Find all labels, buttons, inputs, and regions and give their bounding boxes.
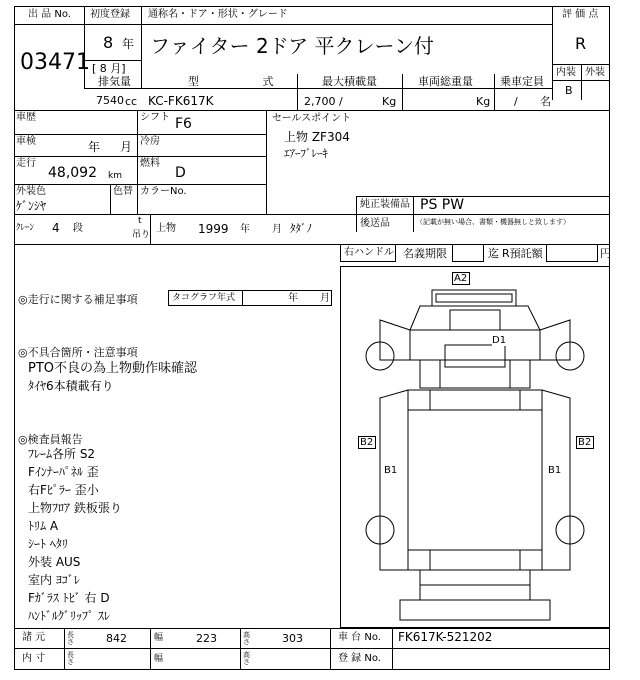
- fuel: D: [175, 165, 186, 181]
- crane-stage: 4: [52, 221, 60, 235]
- mileage-label: 走行: [16, 158, 36, 169]
- height-label: 高さ: [243, 631, 250, 646]
- nominal-label: 名義期限: [403, 247, 447, 260]
- inspection-month: 月: [120, 140, 133, 154]
- ext-color: ｹﾞﾝｼﾔ: [16, 199, 47, 213]
- max-load-label: 最大積載量: [322, 75, 377, 88]
- color-change-label: 色替: [113, 186, 133, 197]
- upper-maker: ﾀﾀﾞﾉ: [290, 222, 312, 235]
- inspector-item: 室内 ﾖｺﾞﾚ: [28, 573, 80, 587]
- inspector-item: 右Fﾋﾟﾗｰ 歪小: [28, 483, 99, 497]
- chassis-no: FK617K-521202: [398, 630, 493, 644]
- ryo-label: 迄: [488, 247, 499, 260]
- length-label: 長さ: [67, 631, 74, 646]
- capacity-sep: /: [514, 95, 518, 108]
- lot-no-label: 出 品 No.: [28, 9, 71, 20]
- truck-diagram-frame: [340, 266, 610, 628]
- damage-mark-label: B1: [548, 465, 562, 476]
- sales-point-label: セールスポイント: [272, 113, 352, 124]
- crane-lift-label: 吊り: [132, 230, 151, 240]
- inspector-item: Fｶﾞﾗｽ ﾄﾋﾞ 右 D: [28, 591, 110, 605]
- nominal-box: [452, 244, 484, 262]
- model-label: 型 式: [188, 75, 304, 88]
- length: 842: [106, 632, 127, 645]
- damage-mark-label: B2: [578, 437, 592, 448]
- crane-stage-unit: 段: [73, 223, 83, 234]
- defects-title: ◎不具合箇所・注意事項: [18, 346, 138, 359]
- upper-label: 上物: [156, 223, 176, 234]
- inspector-item: 外装 AUS: [28, 555, 81, 569]
- sales-point-1: 上物 ZF304: [284, 130, 350, 144]
- inspector-item: Fｲﾝﾅｰﾊﾟﾈﾙ 歪: [28, 465, 99, 479]
- inspection-year: 年: [88, 140, 101, 154]
- interior-label: 内装: [556, 67, 576, 78]
- aftermarket-label: 後送品: [360, 218, 390, 229]
- dims-label: 諸 元: [22, 632, 46, 643]
- capacity-unit: 名: [540, 95, 551, 108]
- length-label-2: 長さ: [67, 651, 74, 666]
- upper-month-unit: 月: [272, 224, 282, 235]
- name-label: 通称名・ドア・形状・グレード: [148, 9, 288, 20]
- displacement: 7540: [96, 94, 124, 107]
- height: 303: [282, 632, 303, 645]
- first-reg-month: [ 8 月]: [92, 62, 126, 75]
- damage-mark-label: D1: [492, 335, 507, 346]
- shift-label: シフト: [140, 112, 170, 123]
- rhd-label: 右ハンドル: [344, 247, 394, 258]
- gross-weight-label: 車両総重量: [418, 75, 473, 88]
- crane-label: ｸﾚｰﾝ: [16, 223, 35, 233]
- tacho-label: タコグラフ年式: [172, 293, 236, 303]
- equipment: PS PW: [420, 197, 465, 213]
- tacho-year: 年: [288, 293, 298, 304]
- inspection-label: 車検: [16, 136, 36, 147]
- equipment-label: 純正装備品: [360, 199, 410, 210]
- color-no-label: カラーNo.: [140, 186, 187, 197]
- lot-no: 03471: [20, 50, 90, 75]
- width-label: 幅: [154, 633, 164, 643]
- displacement-unit: cc: [125, 95, 138, 108]
- first-reg-year-unit: 年: [122, 37, 135, 51]
- sales-point-2: ｴｱｰﾌﾞﾚｰｷ: [284, 147, 328, 160]
- running-title: ◎走行に関する補足事項: [18, 293, 138, 306]
- tacho-month: 月: [320, 293, 330, 304]
- shift-value: F6: [175, 116, 192, 132]
- first-reg-year: 8: [103, 33, 114, 52]
- mileage-unit: km: [108, 171, 122, 181]
- history-label: 車歴: [16, 112, 36, 123]
- inspector-item: ﾌﾚｰﾑ各所 S2: [28, 447, 96, 461]
- ext-color-label: 外装色: [16, 186, 46, 197]
- defect-2: ﾀｲﾔ6本積載有り: [28, 379, 114, 393]
- crane-t-unit: t: [138, 216, 142, 226]
- fuel-label: 燃料: [140, 158, 160, 169]
- damage-mark-label: B2: [360, 437, 374, 448]
- width: 223: [196, 632, 217, 645]
- aftermarket-note: （記載が無い場合、書類・機器無しと致します）: [416, 218, 570, 226]
- mileage: 48,092: [48, 165, 97, 181]
- damage-mark-label: A2: [454, 273, 468, 284]
- width-label-2: 幅: [154, 654, 164, 664]
- max-load-unit: Kg: [382, 95, 397, 108]
- upper-year: 1999: [198, 222, 229, 236]
- reg-label: 登 録 No.: [338, 653, 381, 664]
- capacity-label: 乗車定員: [500, 75, 544, 88]
- yen-label: 円: [600, 247, 611, 260]
- displacement-label: 排気量: [98, 75, 131, 88]
- interior-value: B: [565, 84, 573, 97]
- damage-mark-label: B1: [384, 465, 398, 476]
- defect-1: PTO不良の為上物動作味確認: [28, 361, 198, 376]
- inspector-item: 上物ﾌﾛｱ 鉄板張り: [28, 501, 122, 515]
- inspector-item: ｼｰﾄ ﾍﾀﾘ: [28, 537, 68, 551]
- recycle-label: R預託額: [502, 247, 543, 260]
- inspector-item: ﾊﾝﾄﾞﾙｸﾞﾘｯﾌﾟ ｽﾚ: [28, 609, 110, 623]
- vehicle-name: ファイター 2ドア 平クレーン付: [150, 34, 435, 58]
- grade-value: R: [575, 34, 587, 53]
- inspector-item: ﾄﾘﾑ A: [28, 519, 59, 533]
- max-load: 2,700 /: [304, 95, 343, 108]
- recycle-box: [546, 244, 598, 262]
- inspector-title: ◎検査員報告: [18, 433, 83, 446]
- ac-label: 冷房: [140, 136, 160, 147]
- exterior-label: 外装: [585, 67, 605, 78]
- model: KC-FK617K: [148, 94, 214, 108]
- interior-dims-label: 内 寸: [22, 653, 46, 664]
- gross-weight-unit: Kg: [476, 95, 491, 108]
- chassis-label: 車 台 No.: [338, 632, 381, 643]
- first-reg-label: 初度登録: [90, 9, 130, 20]
- upper-year-unit: 年: [240, 224, 250, 235]
- grade-label: 評 価 点: [562, 9, 599, 20]
- height-label-2: 高さ: [243, 651, 250, 666]
